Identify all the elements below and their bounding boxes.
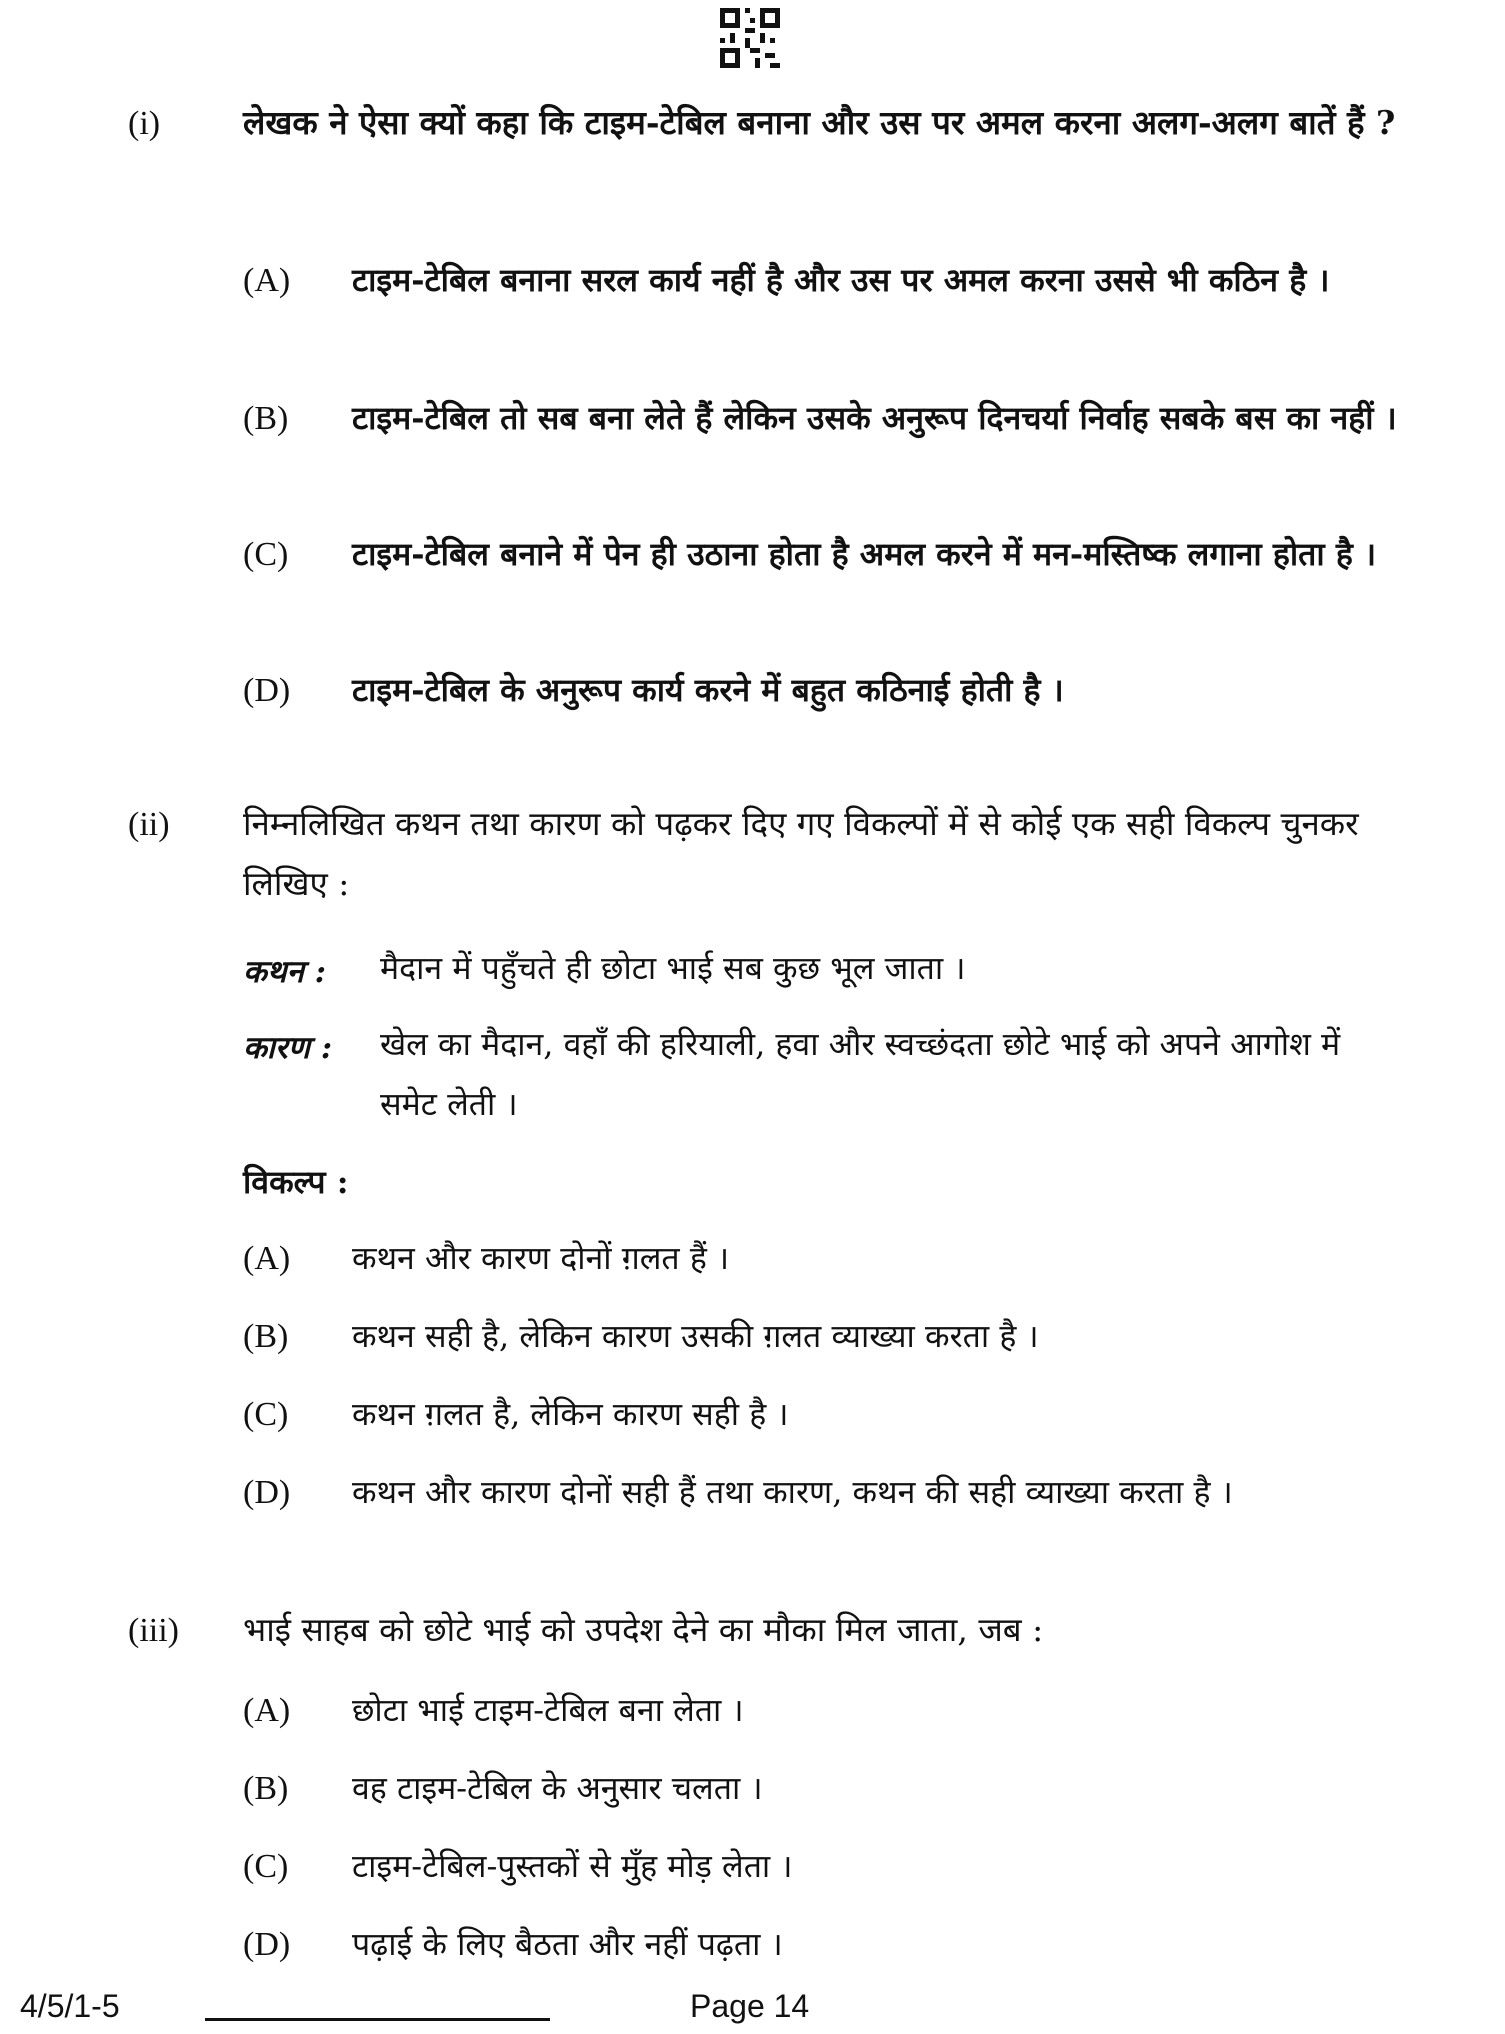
reason-label: कारण : — [243, 1030, 333, 1066]
option-label: (A) — [243, 262, 291, 299]
option-label: (A) — [243, 1240, 291, 1277]
question-number: (iii) — [128, 1612, 179, 1649]
question-text: लेखक ने ऐसा क्यों कहा कि टाइम-टेबिल बनाना और उस पर अमल करना अलग-अलग बातें हैं ? — [243, 103, 1396, 142]
option-text: कथन सही है, लेकिन कारण उसकी ग़लत व्याख्या करता है । — [352, 1317, 1039, 1355]
option-text: टाइम-टेबिल-पुस्तकों से मुँह मोड़ लेता । — [352, 1847, 793, 1885]
footer-divider — [205, 2018, 550, 2021]
assertion-text: मैदान में पहुँचते ही छोटा भाई सब कुछ भूल जाता । — [380, 949, 966, 987]
question-number: (i) — [128, 105, 161, 142]
option-label: (D) — [243, 672, 291, 709]
qr-code-icon — [720, 8, 780, 68]
assertion-label: कथन : — [243, 954, 327, 990]
option-label: (A) — [243, 1692, 291, 1729]
option-label: (C) — [243, 536, 289, 573]
option-text: टाइम-टेबिल बनाने में पेन ही उठाना होता है अमल करने में मन-मस्तिष्क लगाना होता है । — [352, 535, 1377, 573]
option-text: टाइम-टेबिल के अनुरूप कार्य करने में बहुत कठिनाई होती है । — [352, 671, 1064, 709]
option-label: (D) — [243, 1474, 291, 1511]
option-text: पढ़ाई के लिए बैठता और नहीं पढ़ता । — [352, 1925, 783, 1963]
option-text: कथन और कारण दोनों ग़लत हैं । — [352, 1239, 730, 1277]
option-label: (B) — [243, 1318, 289, 1355]
question-number: (ii) — [128, 806, 170, 843]
page-number: Page 14 — [690, 1988, 810, 2024]
option-text: कथन ग़लत है, लेकिन कारण सही है । — [352, 1395, 789, 1433]
option-text: टाइम-टेबिल तो सब बना लेते हैं लेकिन उसके अनुरूप दिनचर्या निर्वाह सबके बस का नहीं । — [352, 399, 1397, 437]
option-text: वह टाइम-टेबिल के अनुसार चलता । — [352, 1769, 763, 1807]
option-label: (B) — [243, 1770, 289, 1807]
paper-code: 4/5/1-5 — [20, 1988, 120, 2024]
options-heading: विकल्प : — [243, 1163, 349, 1201]
option-label: (C) — [243, 1396, 289, 1433]
option-text: कथन और कारण दोनों सही हैं तथा कारण, कथन की सही व्याख्या करता है । — [352, 1473, 1233, 1511]
option-text: छोटा भाई टाइम-टेबिल बना लेता । — [352, 1691, 744, 1729]
option-label: (D) — [243, 1926, 291, 1963]
reason-text: खेल का मैदान, वहाँ की हरियाली, हवा और स्वच्छंदता छोटे भाई को अपने आगोश में समेट लेती । — [380, 1025, 1341, 1123]
question-text: भाई साहब को छोटे भाई को उपदेश देने का मौका मिल जाता, जब : — [243, 1610, 1044, 1649]
option-text: टाइम-टेबिल बनाना सरल कार्य नहीं है और उस पर अमल करना उससे भी कठिन है । — [352, 261, 1330, 299]
option-label: (C) — [243, 1848, 289, 1885]
question-text: निम्नलिखित कथन तथा कारण को पढ़कर दिए गए विकल्पों में से कोई एक सही विकल्प चुनकर लिखिए : — [243, 804, 1359, 903]
option-label: (B) — [243, 400, 289, 437]
